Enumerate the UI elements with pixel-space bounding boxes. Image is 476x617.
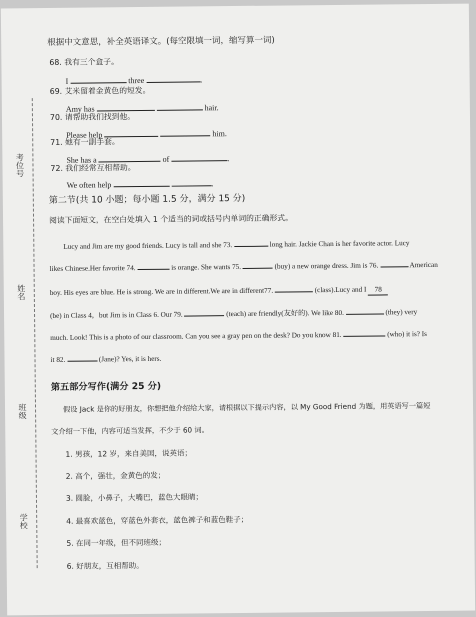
answer-blank[interactable] <box>96 102 154 112</box>
question-number: 72. <box>50 163 63 173</box>
answer-text: She has a <box>66 155 97 165</box>
answer-text: three <box>128 75 145 86</box>
seat-number-label: 考位号 <box>15 153 25 178</box>
blank-82[interactable] <box>67 352 97 361</box>
blank-73[interactable] <box>234 238 268 247</box>
passage-line-6: it 82. (Jane)? Yes, it is hers. <box>50 352 161 364</box>
answer-blank[interactable] <box>70 74 126 84</box>
blank-75[interactable] <box>243 260 273 269</box>
class-label: 班级 <box>17 403 28 420</box>
writing-prompt-line-2: 文介绍一下他，内容可适当发挥，不少于 60 词。 <box>51 425 209 436</box>
answer-blank[interactable] <box>171 177 214 189</box>
answer-blank[interactable] <box>99 153 161 163</box>
question-number: 71. <box>50 137 63 147</box>
blank-76[interactable] <box>380 258 408 267</box>
writing-prompt-line-1: 假设 Jack 是你的好朋友，你想把他介绍给大家，请根据以下提示内容，以 My Good Friend 为题，用英语写一篇短 <box>62 400 431 414</box>
answer-text: him. <box>212 129 227 139</box>
writing-point-5: 5. 在同一年级，但不同班级； <box>66 537 167 548</box>
question-chinese: 我有三个盒子。 <box>64 57 119 67</box>
exam-page <box>1 4 475 616</box>
question-chinese: 她有一副手套。 <box>65 137 120 147</box>
question-number: 70. <box>49 112 63 122</box>
writing-point-4: 4. 最喜欢蓝色，穿蓝色外套衣，蓝色裤子和蓝色鞋子； <box>66 514 249 526</box>
blank-80[interactable] <box>346 305 384 314</box>
writing-point-1: 1. 男孩，12 岁，来自美国，说英语； <box>65 448 193 459</box>
question-number: 68. <box>49 57 62 67</box>
question-number: 69. <box>49 86 63 96</box>
section-5-title: 第五部分写作(满分 25 分) <box>50 380 162 393</box>
blank-79[interactable] <box>184 307 224 316</box>
answer-text: hair. <box>204 103 219 113</box>
answer-text: of <box>162 154 170 164</box>
section-2-title: 第二节(共 10 小题；每小题 1.5 分，满分 15 分) <box>48 193 246 206</box>
blank-74[interactable] <box>137 261 169 270</box>
answer-text: . <box>211 179 214 189</box>
blank-77[interactable] <box>275 283 313 292</box>
answer-text: Please help <box>66 130 103 140</box>
question-69 <box>50 87 151 96</box>
blank-81[interactable] <box>343 327 385 336</box>
answer-text: . <box>200 75 203 85</box>
answer-blank[interactable] <box>156 101 202 110</box>
passage-line-1: Lucy and Jim are my good friends. Lucy is tall and she 73. long hair. Jackie Chan is her favorite actor. Lucy <box>63 239 410 251</box>
question-71 <box>50 138 120 147</box>
answer-text: Amy has <box>65 104 95 114</box>
writing-point-2: 2. 高个，强壮，金黄色的发； <box>65 470 166 481</box>
question-70 <box>50 113 135 122</box>
answer-line-68 <box>66 73 203 85</box>
answer-blank[interactable] <box>171 152 230 164</box>
answer-blank[interactable] <box>113 178 169 188</box>
translation-instruction: 根据中文意思，补全英语译文。(每空限填一词，缩写算一词) <box>47 35 275 48</box>
blank-78[interactable]: 78 <box>368 286 388 295</box>
question-chinese: 请帮助我们找到他。 <box>64 112 136 122</box>
writing-point-3: 3. 圆脸，小鼻子，大嘴巴，蓝色大眼睛； <box>65 492 204 503</box>
answer-text: We often help <box>66 180 112 190</box>
writing-point-6: 6. 好朋友，互相帮助。 <box>66 561 144 571</box>
passage-line-2: likes Chinese.Her favorite 74. is orange. She wants 75. (buy) a new orange dress. Jim is 76. American <box>49 258 437 273</box>
answer-line-72 <box>67 177 214 190</box>
question-68 <box>49 58 119 67</box>
question-chinese: 我们经常互相帮助。 <box>65 163 136 173</box>
binding-line <box>32 98 38 568</box>
answer-blank[interactable] <box>160 127 210 137</box>
school-label: 学校 <box>19 513 29 530</box>
section-2-instruction: 阅读下面短文，在空白处填入 1 个适当的词或括号内单词的正确形式。 <box>49 213 293 225</box>
name-label: 姓名 <box>16 284 26 301</box>
passage-line-3: boy. His eyes are blue. He is strong. We are in different.We are in different77. (class).Lucy and I 78 <box>50 282 389 299</box>
passage-line-5: much. Look! This is a photo of our classroom. Can you see a gray pen on the desk? Do you know 81. (who) it is? Is <box>50 327 427 342</box>
answer-text: I <box>65 76 69 86</box>
answer-text: . <box>227 154 230 164</box>
question-72 <box>50 164 135 173</box>
answer-blank[interactable] <box>104 128 158 138</box>
passage-line-4: (be) in Class 4，but Jim is in Class 6. Our 79. (teach) are friendly(友好的). We like 80. (they) very <box>50 305 417 320</box>
question-chinese: 艾米留着金黄色的短发。 <box>64 85 151 96</box>
answer-blank[interactable] <box>146 73 203 85</box>
